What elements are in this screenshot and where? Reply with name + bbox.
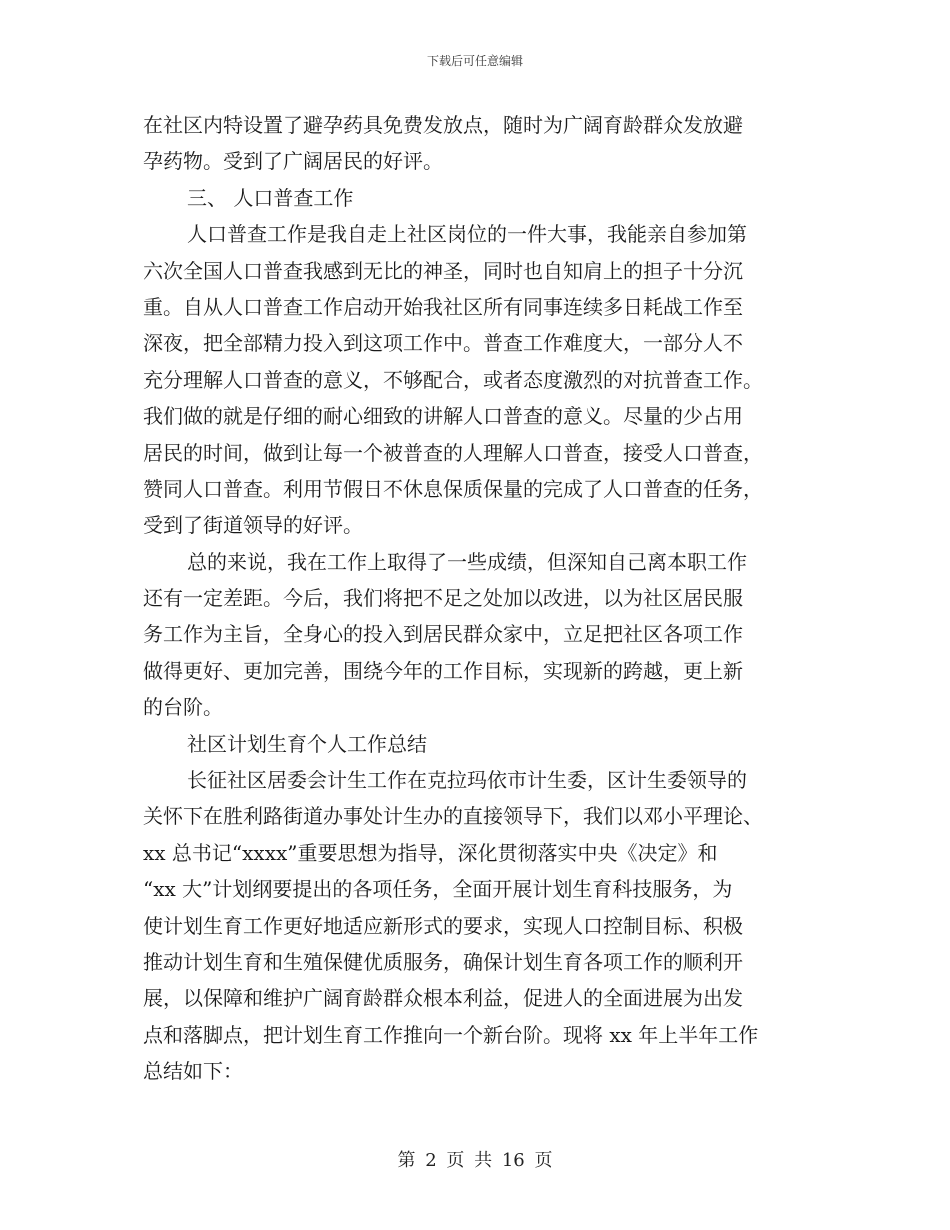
text-line: 展，以保障和维护广阔育龄群众根本利益，促进人的全面进展为出发 [143, 986, 743, 1011]
text-line: 赞同人口普查。利用节假日不休息保质保量的完成了人口普查的任务， [143, 476, 763, 501]
text-line: 受到了街道领导的好评。 [143, 513, 363, 538]
text-line: 务工作为主旨，全身心的投入到居民群众家中，立足把社区各项工作 [143, 622, 743, 647]
text-line: 人口普查工作是我自走上社区岗位的一件大事，我能亲自参加第 [187, 222, 747, 247]
text-line: 居民的时间，做到让每一个被普查的人理解人口普查，接受人口普查， [143, 440, 763, 465]
section-heading: 三、 人口普查工作 [187, 185, 354, 210]
page-header: 下载后可任意编辑 [426, 54, 523, 68]
page-number: 第 2 页 共 16 页 [397, 1150, 553, 1171]
text-line: 深夜，把全部精力投入到这项工作中。普查工作难度大，一部分人不 [143, 331, 743, 356]
text-line: xx 总书记“xxxx”重要思想为指导，深化贯彻落实中央《决定》和 [143, 840, 718, 865]
text-line: 点和落脚点，把计划生育工作推向一个新台阶。现将 xx 年上半年工作 [143, 1022, 759, 1047]
section-title: 社区计划生育个人工作总结 [187, 731, 427, 756]
text-line: 还有一定差距。今后，我们将把不足之处加以改进，以为社区居民服 [143, 586, 743, 611]
text-line: 在社区内特设置了避孕药具免费发放点，随时为广阔育龄群众发放避 [143, 113, 743, 137]
text-line: 总结如下： [143, 1059, 243, 1084]
document-body [143, 107, 808, 1090]
text-line: 做得更好、更加完善，围绕今年的工作目标，实现新的跨越，更上新 [143, 658, 743, 683]
text-line: 六次全国人口普查我感到无比的神圣，同时也自知肩上的担子十分沉 [143, 258, 743, 283]
text-line: 关怀下在胜利路街道办事处计生办的直接领导下，我们以邓小平理论、 [143, 804, 763, 829]
text-line: 的台阶。 [143, 695, 223, 720]
text-line: 孕药物。受到了广阔居民的好评。 [143, 149, 443, 174]
text-line: 推动计划生育和生殖保健优质服务，确保计划生育各项工作的顺利开 [143, 949, 743, 974]
text-line: 长征社区居委会计生工作在克拉玛依市计生委，区计生委领导的 [187, 768, 747, 793]
text-line: “xx 大”计划纲要提出的各项任务，全面开展计划生育科技服务，为 [143, 877, 733, 902]
text-line: 重。自从人口普查工作启动开始我社区所有同事连续多日耗战工作至 [143, 294, 743, 319]
text-line: 我们做的就是仔细的耐心细致的讲解人口普查的意义。尽量的少占用 [143, 404, 743, 429]
text-line: 总的来说，我在工作上取得了一些成绩，但深知自己离本职工作 [187, 549, 747, 574]
text-line: 使计划生育工作更好地适应新形式的要求，实现人口控制目标、积极 [143, 913, 743, 938]
text-line: 充分理解人口普查的意义，不够配合，或者态度激烈的对抗普查工作。 [143, 367, 763, 392]
